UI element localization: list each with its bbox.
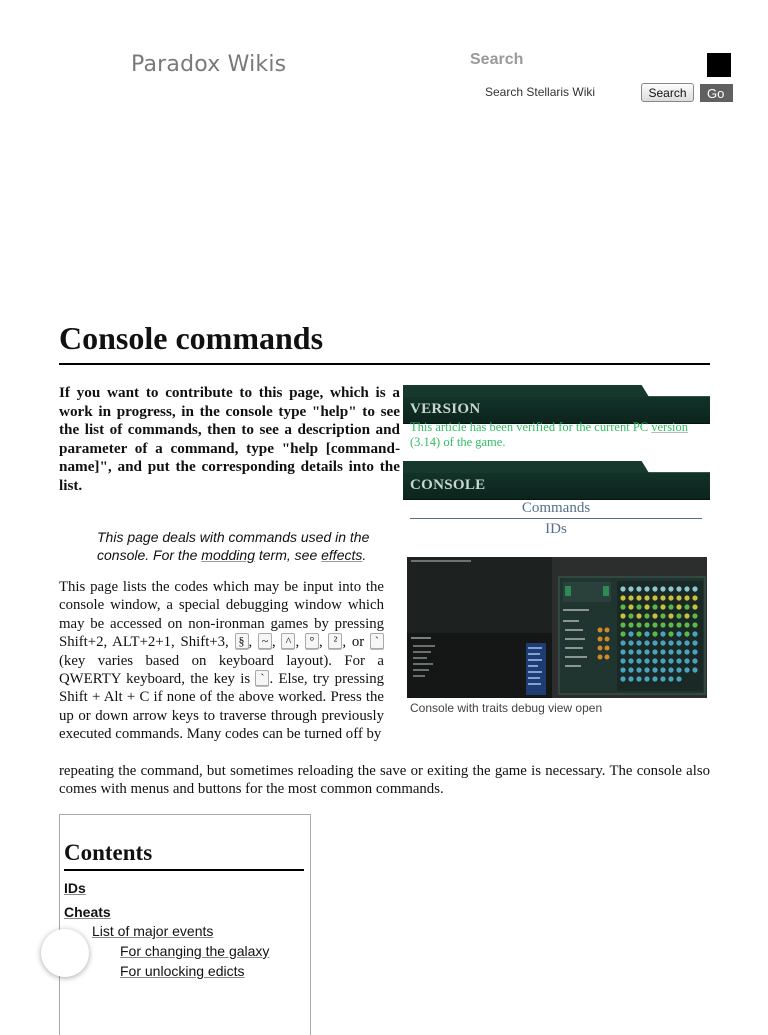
key-sup2: ² bbox=[328, 633, 342, 649]
hatnote-middle: term, see bbox=[254, 547, 322, 563]
key-backtick: ` bbox=[370, 633, 384, 649]
search-heading: Search bbox=[470, 51, 524, 68]
site-logo[interactable]: Paradox Wikis bbox=[131, 52, 287, 77]
body-text-3: . Else, try pressing Shift + Alt + C if none of the above worked. Press the up or down arrow keys to traverse through previously executed commands. Many codes can be turned off by bbox=[59, 671, 384, 743]
body-text-2: (key varies based on keyboard layout). For a QWERTY keyboard, the key is bbox=[59, 652, 384, 688]
console-screenshot-art bbox=[407, 557, 707, 698]
console-screenshot[interactable] bbox=[407, 557, 707, 698]
hatnote-prefix: This page deals with commands used in the console. For the bbox=[97, 529, 370, 563]
commands-link[interactable]: Commands bbox=[521, 500, 591, 516]
search-button[interactable]: Search bbox=[641, 83, 694, 102]
toc-item-major-events[interactable]: List of major events bbox=[92, 923, 214, 939]
verified-suffix: of the game. bbox=[440, 435, 506, 449]
go-button[interactable]: Go bbox=[700, 84, 733, 102]
ids-link[interactable]: IDs bbox=[545, 521, 567, 537]
toc-item-cheats[interactable]: Cheats bbox=[64, 904, 111, 920]
console-banner bbox=[403, 472, 710, 500]
key-degree: ° bbox=[305, 633, 319, 649]
image-caption: Console with traits debug view open bbox=[410, 701, 603, 715]
console-title: CONSOLE bbox=[410, 477, 486, 493]
toc-divider bbox=[64, 869, 304, 871]
search-input[interactable] bbox=[481, 82, 639, 102]
body-paragraph: This page lists the codes which may be input into the console window, a special debugging window which may be accessed on non-ironman games by pressing Shift+2, ALT+2+1, Shift+3, § , ~ , ^ , ° , ² , or ` (key varies based on keyboard layout). For a QWERTY keyboard, the key is ` . Else, try pressing Shift + Alt + C if none of the above worked. Press the up or down arrow keys to traverse through previously executed commands. Many codes can be turned off by bbox=[59, 579, 384, 743]
version-title: VERSION bbox=[410, 401, 481, 417]
modding-link[interactable]: modding bbox=[201, 547, 255, 563]
intro-paragraph: If you want to contribute to this page, which is a work in progress, in the console type "help" to see the list of commands, then to see a description and parameter of a command, type "help [command-name]", and put the corresponding details into the list. bbox=[59, 384, 400, 494]
version-link[interactable]: version bbox=[651, 420, 689, 434]
body-paragraph-continued: repeating the command, but sometimes reloading the save or exiting the game is necessary. The console also comes with menus and buttons for the most common commands. bbox=[59, 763, 710, 798]
page-title: Console commands bbox=[59, 320, 324, 356]
key-backtick-qwerty: ` bbox=[255, 670, 269, 686]
console-links bbox=[410, 498, 702, 539]
hatnote bbox=[97, 528, 397, 564]
key-caret: ^ bbox=[281, 633, 295, 649]
effects-link[interactable]: effects bbox=[321, 547, 363, 563]
version-notice bbox=[410, 420, 710, 450]
menu-toggle-icon[interactable] bbox=[707, 53, 731, 77]
verified-version: (3.14) bbox=[410, 435, 441, 449]
toc-item-changing-galaxy[interactable]: For changing the galaxy bbox=[120, 943, 270, 959]
title-divider bbox=[59, 363, 710, 365]
toc-item-ids[interactable]: IDs bbox=[64, 880, 86, 896]
key-tilde: ~ bbox=[258, 633, 272, 649]
verified-prefix: This article has been verified for the current PC bbox=[410, 420, 652, 434]
toc-item-unlocking-edicts[interactable]: For unlocking edicts bbox=[120, 963, 245, 979]
body-text-1: This page lists the codes which may be input into the console window, a special debugging window which may be accessed on non-ironman games by pressing Shift+2, ALT+2+1, Shift+3, bbox=[59, 579, 384, 651]
hatnote-suffix: . bbox=[362, 547, 367, 563]
toc-title: Contents bbox=[64, 840, 153, 865]
key-section: § bbox=[235, 633, 249, 649]
key-or-text: or bbox=[351, 634, 365, 651]
floating-action-button[interactable] bbox=[41, 929, 89, 977]
